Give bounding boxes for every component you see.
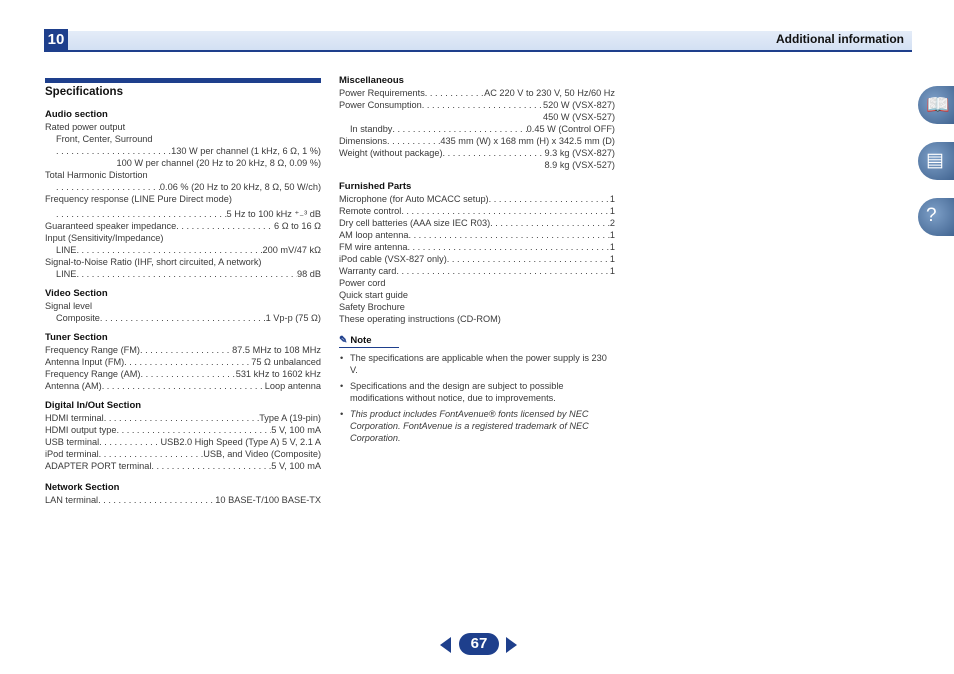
item-qty: 2 xyxy=(609,218,615,228)
spec-label: Frequency Range (FM) xyxy=(45,345,140,355)
list-item: These operating instructions (CD-ROM) xyxy=(339,314,501,324)
header-title: Additional information xyxy=(776,32,904,46)
list-item: Quick start guide xyxy=(339,290,408,300)
spec-value: 450 W (VSX-527) xyxy=(543,112,615,122)
item-qty: 1 xyxy=(609,254,615,264)
spec-row xyxy=(45,436,321,448)
spec-value: 8.9 kg (VSX-527) xyxy=(544,160,615,170)
page-number: 67 xyxy=(459,633,499,655)
item-label: Remote control xyxy=(339,206,402,216)
list-item xyxy=(339,241,615,253)
list-item xyxy=(339,229,615,241)
item-label: AM loop antenna xyxy=(339,230,409,240)
item-label: Dry cell batteries (AAA size IEC R03) xyxy=(339,218,491,228)
note-item: • This product includes FontAvenue® fonts licensed by NEC Corporation. FontAvenue is a registered trademark of NEC Corporation. xyxy=(350,408,615,444)
spec-row xyxy=(339,135,615,147)
network-section-heading: Network Section xyxy=(45,482,120,493)
audio-section-heading: Audio section xyxy=(45,109,108,120)
spec-value: 9.3 kg (VSX-827) xyxy=(544,148,615,158)
spec-label: USB terminal xyxy=(45,437,100,447)
spec-label: Front, Center, Surround xyxy=(56,134,153,144)
chapter-number: 10 xyxy=(44,29,68,51)
spec-label: Antenna Input (FM) xyxy=(45,357,125,367)
item-label: Microphone (for Auto MCACC setup) xyxy=(339,194,489,204)
spec-value: 6 Ω to 16 Ω xyxy=(274,221,321,231)
list-item xyxy=(339,205,615,217)
item-qty: 1 xyxy=(609,266,615,276)
spec-label: Dimensions xyxy=(339,136,387,146)
misc-heading: Miscellaneous xyxy=(339,75,404,86)
spec-label: Total Harmonic Distortion xyxy=(45,170,148,180)
spec-value: 531 kHz to 1602 kHz xyxy=(235,369,321,379)
next-page-arrow-icon[interactable] xyxy=(506,637,517,653)
spec-label: Antenna (AM) xyxy=(45,381,102,391)
note-heading xyxy=(339,335,399,348)
spec-row xyxy=(45,368,321,380)
misc-column xyxy=(339,74,615,448)
note-list xyxy=(339,352,615,444)
spec-label: ADAPTER PORT terminal xyxy=(45,461,152,471)
remote-control-icon: ▤ xyxy=(926,150,944,171)
book-icon: 📖 xyxy=(926,95,950,116)
spec-value: 520 W (VSX-827) xyxy=(543,100,615,110)
spec-row xyxy=(45,312,321,324)
spec-value: 75 Ω unbalanced xyxy=(251,357,321,367)
spec-row xyxy=(339,99,615,111)
spec-label: LINE xyxy=(56,245,77,255)
spec-row xyxy=(45,412,321,424)
section-rule xyxy=(45,78,321,83)
item-label: FM wire antenna xyxy=(339,242,408,252)
spec-row xyxy=(45,494,321,506)
spec-label: In standby xyxy=(350,124,393,134)
spec-value: 10 BASE-T/100 BASE-TX xyxy=(215,495,321,505)
spec-row xyxy=(45,356,321,368)
spec-label: Guaranteed speaker impedance xyxy=(45,221,177,231)
spec-label: Composite xyxy=(56,313,100,323)
spec-value: 98 dB xyxy=(296,269,321,279)
list-item: Safety Brochure xyxy=(339,302,405,312)
spec-value: 200 mV/47 kΩ xyxy=(262,245,321,255)
pencil-icon: ✎ xyxy=(339,335,348,346)
note-item: • Specifications and the design are subject to possible modifications without notice, due to improvements. xyxy=(350,380,615,404)
spec-value: 435 mm (W) x 168 mm (H) x 342.5 mm (D) xyxy=(440,136,615,146)
spec-label: Input (Sensitivity/Impedance) xyxy=(45,233,164,243)
specifications-title: Specifications xyxy=(45,86,123,98)
note-label: Note xyxy=(350,335,372,346)
list-item xyxy=(339,217,615,229)
spec-row xyxy=(45,268,321,280)
spec-value: Type A (19-pin) xyxy=(259,413,321,423)
spec-value: 5 V, 100 mA xyxy=(271,461,321,471)
spec-row xyxy=(45,244,321,256)
note-item: • The specifications are applicable when the power supply is 230 V. xyxy=(350,352,615,376)
item-qty: 1 xyxy=(609,230,615,240)
digital-section-heading: Digital In/Out Section xyxy=(45,400,142,411)
spec-value: 5 Hz to 100 kHz ⁺₋³ dB xyxy=(226,209,321,219)
spec-row xyxy=(45,181,321,193)
page-navigation xyxy=(440,632,520,656)
help-icon: ? xyxy=(926,205,937,226)
spec-label: Power Requirements xyxy=(339,88,425,98)
spec-row xyxy=(45,344,321,356)
spec-row xyxy=(45,380,321,392)
spec-row xyxy=(45,424,321,436)
spec-value: AC 220 V to 230 V, 50 Hz/60 Hz xyxy=(484,88,615,98)
spec-label: Signal-to-Noise Ratio (IHF, short circuited, A network) xyxy=(45,257,262,267)
help-button[interactable] xyxy=(918,198,954,236)
video-section-heading: Video Section xyxy=(45,288,108,299)
item-qty: 1 xyxy=(609,194,615,204)
spec-value: 1 Vp-p (75 Ω) xyxy=(265,313,321,323)
spec-label: HDMI output type xyxy=(45,425,117,435)
spec-row xyxy=(45,220,321,232)
spec-value: 100 W per channel (20 Hz to 20 kHz, 8 Ω, 0.09 %) xyxy=(116,158,321,168)
furnished-heading: Furnished Parts xyxy=(339,181,412,192)
spec-value: USB2.0 High Speed (Type A) 5 V, 2.1 A xyxy=(160,437,321,447)
specifications-column xyxy=(45,78,321,506)
list-item xyxy=(339,265,615,277)
spec-label: LINE xyxy=(56,269,77,279)
spec-label: Weight (without package) xyxy=(339,148,443,158)
list-item xyxy=(339,193,615,205)
spec-row xyxy=(339,147,615,159)
spec-label: Rated power output xyxy=(45,122,126,132)
spec-row xyxy=(45,145,321,157)
spec-row xyxy=(45,460,321,472)
spec-label: Frequency response (LINE Pure Direct mode) xyxy=(45,194,232,204)
previous-page-arrow-icon[interactable] xyxy=(440,637,451,653)
spec-label: Frequency Range (AM) xyxy=(45,369,141,379)
item-qty: 1 xyxy=(609,206,615,216)
spec-value: 0.45 W (Control OFF) xyxy=(526,124,615,134)
spec-label: Power Consumption xyxy=(339,100,422,110)
item-qty: 1 xyxy=(609,242,615,252)
spec-label: LAN terminal xyxy=(45,495,99,505)
spec-value: 87.5 MHz to 108 MHz xyxy=(232,345,321,355)
spec-value: USB, and Video (Composite) xyxy=(203,449,321,459)
spec-value: 0.06 % (20 Hz to 20 kHz, 8 Ω, 50 W/ch) xyxy=(159,182,321,192)
item-label: Warranty card xyxy=(339,266,397,276)
spec-value: 130 W per channel (1 kHz, 6 Ω, 1 %) xyxy=(171,146,321,156)
contents-button[interactable] xyxy=(918,86,954,124)
tuner-section-heading: Tuner Section xyxy=(45,332,108,343)
operation-button[interactable] xyxy=(918,142,954,180)
spec-value: Loop antenna xyxy=(264,381,321,391)
spec-value: 5 V, 100 mA xyxy=(271,425,321,435)
spec-label: iPod terminal xyxy=(45,449,99,459)
spec-label: Signal level xyxy=(45,301,92,311)
list-item xyxy=(339,253,615,265)
spec-row xyxy=(339,87,615,99)
spec-row xyxy=(45,448,321,460)
list-item: Power cord xyxy=(339,278,386,288)
spec-row xyxy=(45,208,321,220)
item-label: iPod cable (VSX-827 only) xyxy=(339,254,447,264)
spec-row xyxy=(339,123,615,135)
spec-label: HDMI terminal xyxy=(45,413,104,423)
